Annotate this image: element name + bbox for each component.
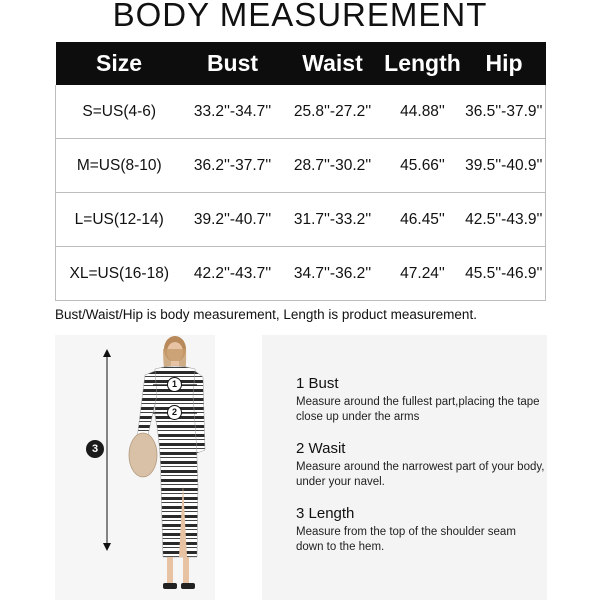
- cell-hip: 45.5''-46.9'': [463, 247, 546, 301]
- guide-item-bust: [296, 375, 546, 425]
- table-row: [56, 193, 546, 247]
- cell-waist: 31.7''-33.2'': [283, 193, 383, 247]
- marker-waist: 2: [167, 405, 182, 420]
- cell-waist: 28.7''-30.2'': [283, 139, 383, 193]
- arrow-down-icon: [103, 543, 111, 551]
- cell-waist: 34.7''-36.2'': [283, 247, 383, 301]
- cell-bust: 36.2''-37.7'': [183, 139, 283, 193]
- model-illustration: [55, 335, 215, 600]
- cell-waist: 25.8''-27.2'': [283, 85, 383, 139]
- cell-length: 45.66'': [383, 139, 463, 193]
- page-title: BODY MEASUREMENT: [112, 0, 488, 33]
- guide-description: Measure around the fullest part,placing the tape close up under the arms: [296, 396, 540, 423]
- guide-title: 1 Bust: [296, 375, 339, 392]
- table-row: [56, 85, 546, 139]
- cell-size: L=US(12-14): [56, 193, 183, 247]
- guide-item-waist: [296, 440, 546, 490]
- cell-length: 47.24'': [383, 247, 463, 301]
- cell-hip: 36.5''-37.9'': [463, 85, 546, 139]
- guide-description: Measure from the top of the shoulder seam down to the hem.: [296, 526, 516, 553]
- header-hip: Hip: [463, 42, 546, 85]
- header-length: Length: [383, 42, 463, 85]
- measurement-note: Bust/Waist/Hip is body measurement, Length is product measurement.: [55, 307, 477, 322]
- header-waist: Waist: [283, 42, 383, 85]
- cell-size: S=US(4-6): [56, 85, 183, 139]
- model-photo-panel: [55, 335, 215, 600]
- arrow-up-icon: [103, 349, 111, 357]
- header-size: Size: [56, 42, 183, 85]
- cell-bust: 39.2''-40.7'': [183, 193, 283, 247]
- cell-bust: 33.2''-34.7'': [183, 85, 283, 139]
- cell-length: 46.45'': [383, 193, 463, 247]
- marker-bust: 1: [167, 377, 182, 392]
- cell-size: XL=US(16-18): [56, 247, 183, 301]
- guide-description: Measure around the narrowest part of your body, under your navel.: [296, 461, 545, 488]
- cell-size: M=US(8-10): [56, 139, 183, 193]
- cell-bust: 42.2''-43.7'': [183, 247, 283, 301]
- guide-title: 3 Length: [296, 505, 355, 522]
- marker-length: 3: [86, 440, 104, 458]
- table-header-row: [56, 42, 546, 85]
- cell-length: 44.88'': [383, 85, 463, 139]
- measurement-guide-panel: [262, 335, 547, 600]
- table-row: [56, 139, 546, 193]
- guide-title: 2 Wasit: [296, 440, 346, 457]
- cell-hip: 42.5''-43.9'': [463, 193, 546, 247]
- size-chart-table: [55, 42, 546, 301]
- guide-item-length: [296, 505, 546, 555]
- table-row: [56, 247, 546, 301]
- header-bust: Bust: [183, 42, 283, 85]
- cell-hip: 39.5''-40.9'': [463, 139, 546, 193]
